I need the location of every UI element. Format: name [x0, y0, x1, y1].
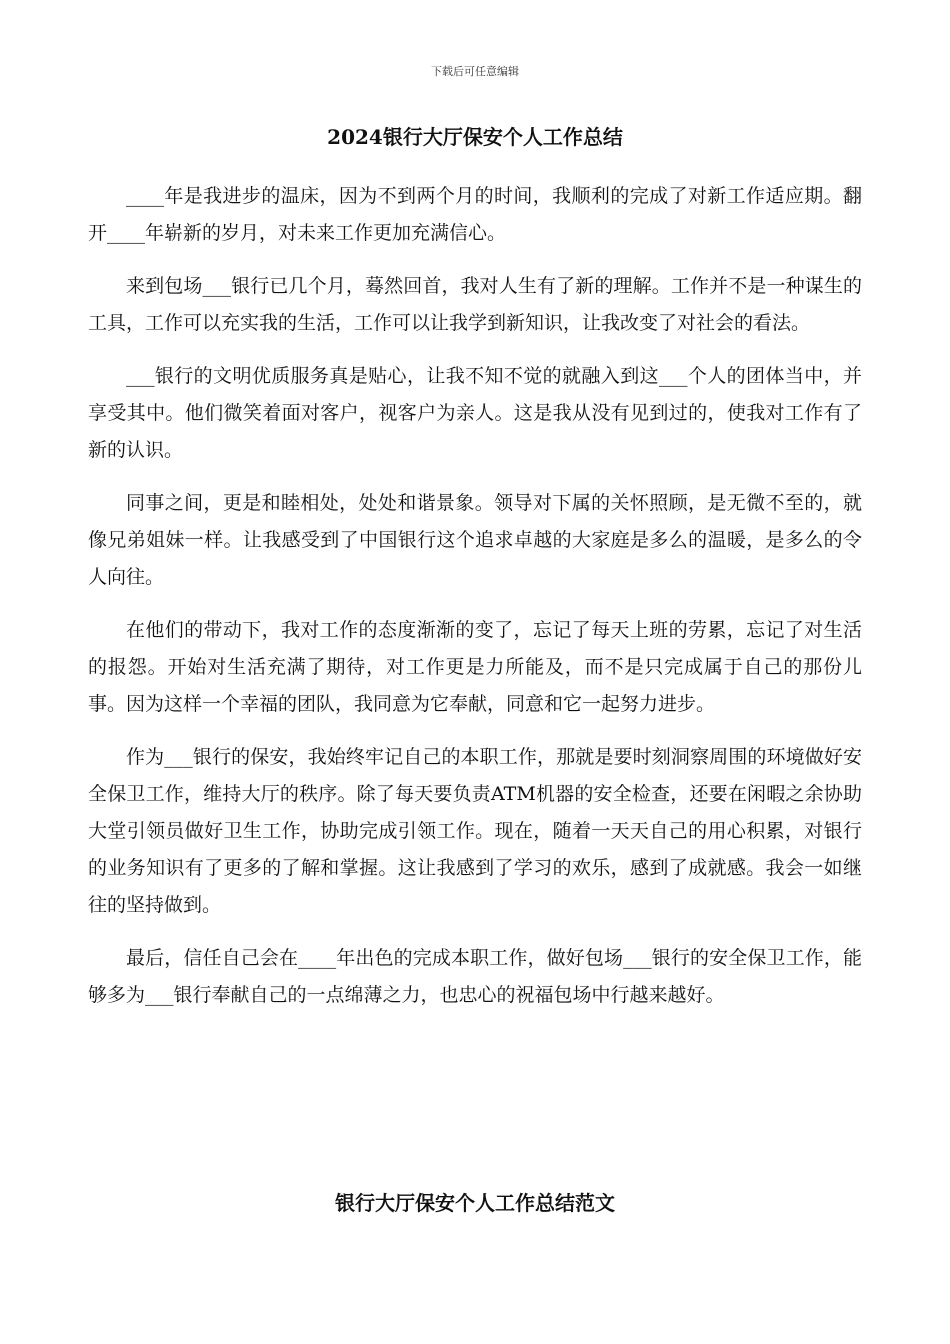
paragraph-5: 在他们的带动下，我对工作的态度渐渐的变了，忘记了每天上班的劳累，忘记了对生活的报怨。开始对生活充满了期待，对工作更是力所能及，而不是只完成属于自己的那份儿事。因为这样一个幸福的团队，我同意为它奉献，同意和它一起努力进步。	[88, 619, 862, 715]
document-body	[88, 178, 862, 1030]
paragraph-4: 同事之间，更是和睦相处，处处和谐景象。领导对下属的关怀照顾，是无微不至的，就像兄弟姐妹一样。让我感受到了中国银行这个追求卓越的大家庭是多么的温暖，是多么的令人向往。	[88, 492, 862, 588]
paragraph-1: ____年是我进步的温床，因为不到两个月的时间，我顺利的完成了对新工作适应期。翻开____年崭新的岁月，对未来工作更加充满信心。	[88, 185, 862, 244]
section-subtitle: 银行大厅保安个人工作总结范文	[335, 1191, 615, 1215]
document-title: 2024银行大厅保安个人工作总结	[327, 125, 623, 149]
paragraph-2: 来到包场___银行已几个月，蓦然回首，我对人生有了新的理解。工作并不是一种谋生的工具，工作可以充实我的生活，工作可以让我学到新知识，让我改变了对社会的看法。	[88, 275, 862, 334]
paragraph-6: 作为___银行的保安，我始终牢记自己的本职工作，那就是要时刻洞察周围的环境做好安全保卫工作，维持大厅的秩序。除了每天要负责ATM机器的安全检查，还要在闲暇之余协助大堂引领员做好卫生工作，协助完成引领工作。现在，随着一天天自己的用心积累，对银行的业务知识有了更多的了解和掌握。这让我感到了学习的欢乐，感到了成就感。我会一如继往的坚持做到。	[88, 746, 862, 916]
header-note: 下载后可任意编辑	[431, 65, 519, 78]
paragraph-7: 最后，信任自己会在____年出色的完成本职工作，做好包场___银行的安全保卫工作，能够多为___银行奉献自己的一点绵薄之力，也忠心的祝福包场中行越来越好。	[88, 947, 862, 1006]
paragraph-3: ___银行的文明优质服务真是贴心，让我不知不觉的就融入到这___个人的团体当中，并享受其中。他们微笑着面对客户，视客户为亲人。这是我从没有见到过的，使我对工作有了新的认识。	[88, 365, 862, 461]
